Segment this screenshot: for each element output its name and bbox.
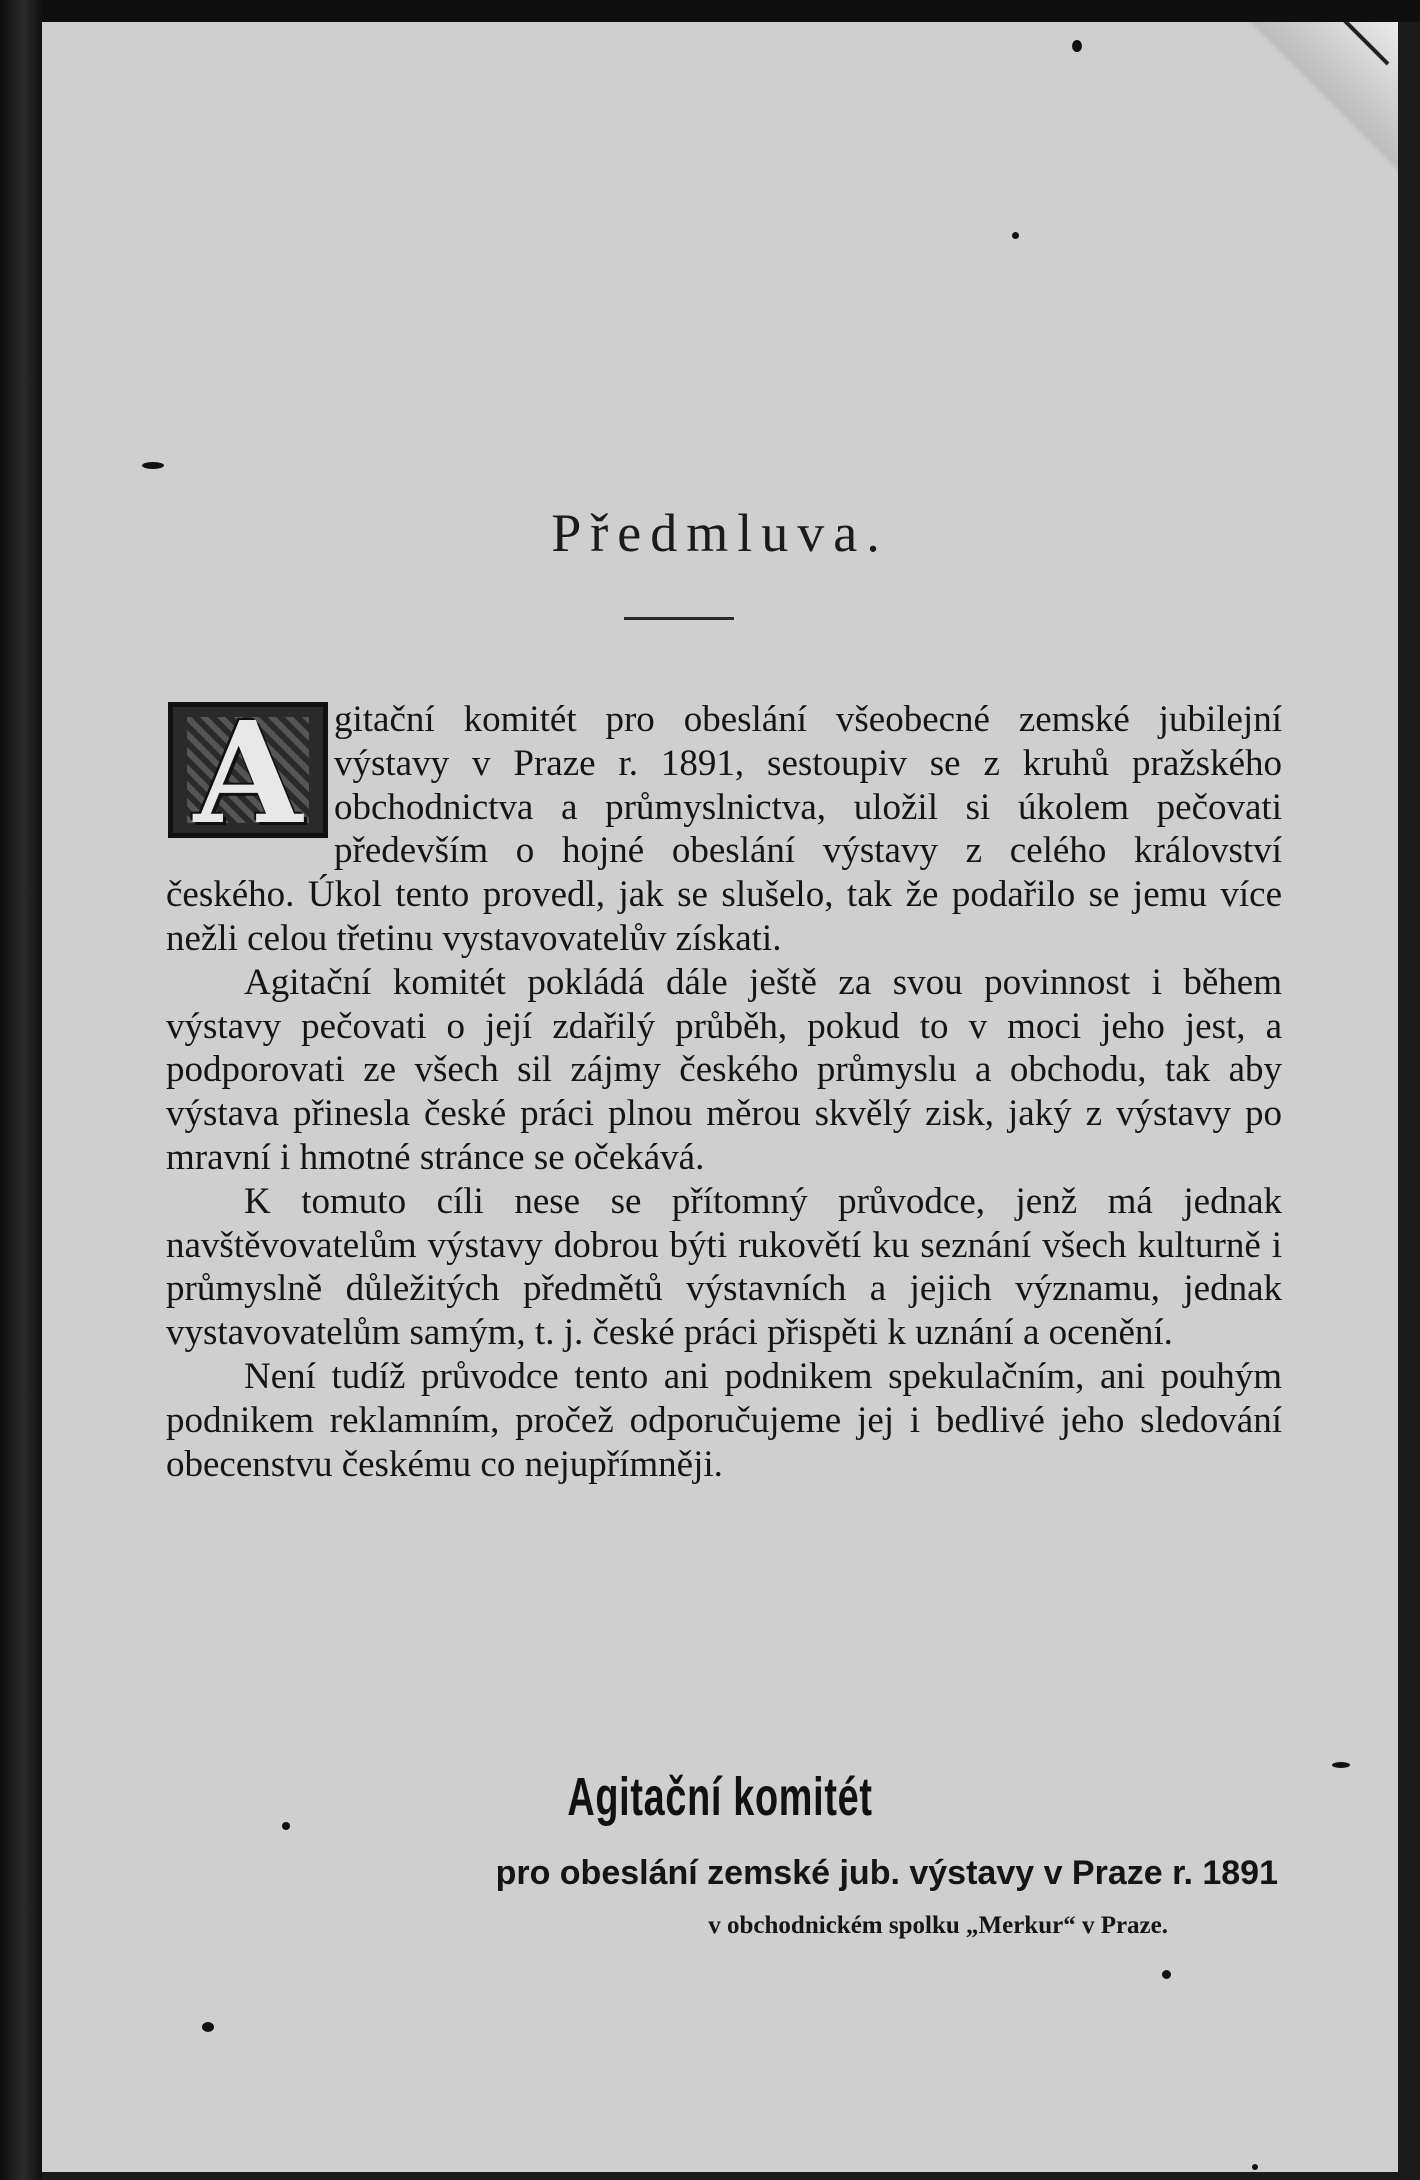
- ink-speck: [1162, 1970, 1171, 1979]
- dropcap-letter: A: [193, 692, 303, 856]
- scan-top-edge: [0, 0, 1420, 22]
- paragraph-1: [166, 692, 1282, 961]
- title-divider: [624, 617, 734, 620]
- ink-speck: [202, 2022, 214, 2032]
- dropcap-ornament: [168, 692, 328, 856]
- paragraph-4: Není tudíž průvodce tento ani podnikem spekulačním, ani pouhým podnikem reklamním, pročež odporučujeme jej i bedlivé jeho sledování obecenstvu českému co nejupřímněji.: [166, 1355, 1282, 1485]
- paragraph-1-text: gitační komitét pro obeslání všeobecné zemské jubilejní výstavy v Praze r. 1891, sestoupiv se z kruhů pražského obchodnictva a průmyslnictva, uložil si úkolem pečovati především o hojné obeslání výstavy z celého království českého. Úkol tento provedl, jak se slušelo, tak že podařilo se jemu více nežli celou třetinu vystavovatelův získati.: [166, 699, 1282, 959]
- document-page: [42, 22, 1398, 2172]
- ink-speck: [1012, 232, 1019, 239]
- signature-line-2: v obchodnickém spolku „Merkur“ v Praze.: [708, 1912, 1168, 1939]
- ink-speck: [1252, 2164, 1258, 2170]
- ink-speck: [1332, 1762, 1350, 1768]
- paragraph-2: Agitační komitét pokládá dále ještě za svou povinnost i během výstavy pečovati o její zdařilý průběh, pokud to v moci jeho jest, a podporovati ze všech sil zájmy českého průmyslu a obchodu, tak aby výstava přinesla české práci plnou měrou skvělý zisk, jaký z výstavy po mravní i hmotné stránce se očekává.: [166, 961, 1282, 1178]
- signature-name: Agitační komitét: [567, 1767, 873, 1827]
- ink-speck: [142, 462, 164, 469]
- paragraph-3: K tomuto cíli nese se přítomný průvodce, jenž má jednak navštěvovatelům výstavy dobrou býti rukovětí ku seznání všech kulturně i průmyslně důležitých předmětů výstavních a jejich významu, jednak vystavovatelům samým, t. j. české práci přispěti k uznání a ocenění.: [166, 1180, 1282, 1354]
- signature-line-1: pro obeslání zemské jub. výstavy v Praze r. 1891: [495, 1854, 1278, 1892]
- ink-speck: [1072, 40, 1082, 52]
- folded-corner: [1208, 22, 1398, 212]
- body-text: [166, 692, 1282, 1486]
- scan-left-edge: [0, 0, 42, 2180]
- page-title: Předmluva.: [551, 503, 889, 563]
